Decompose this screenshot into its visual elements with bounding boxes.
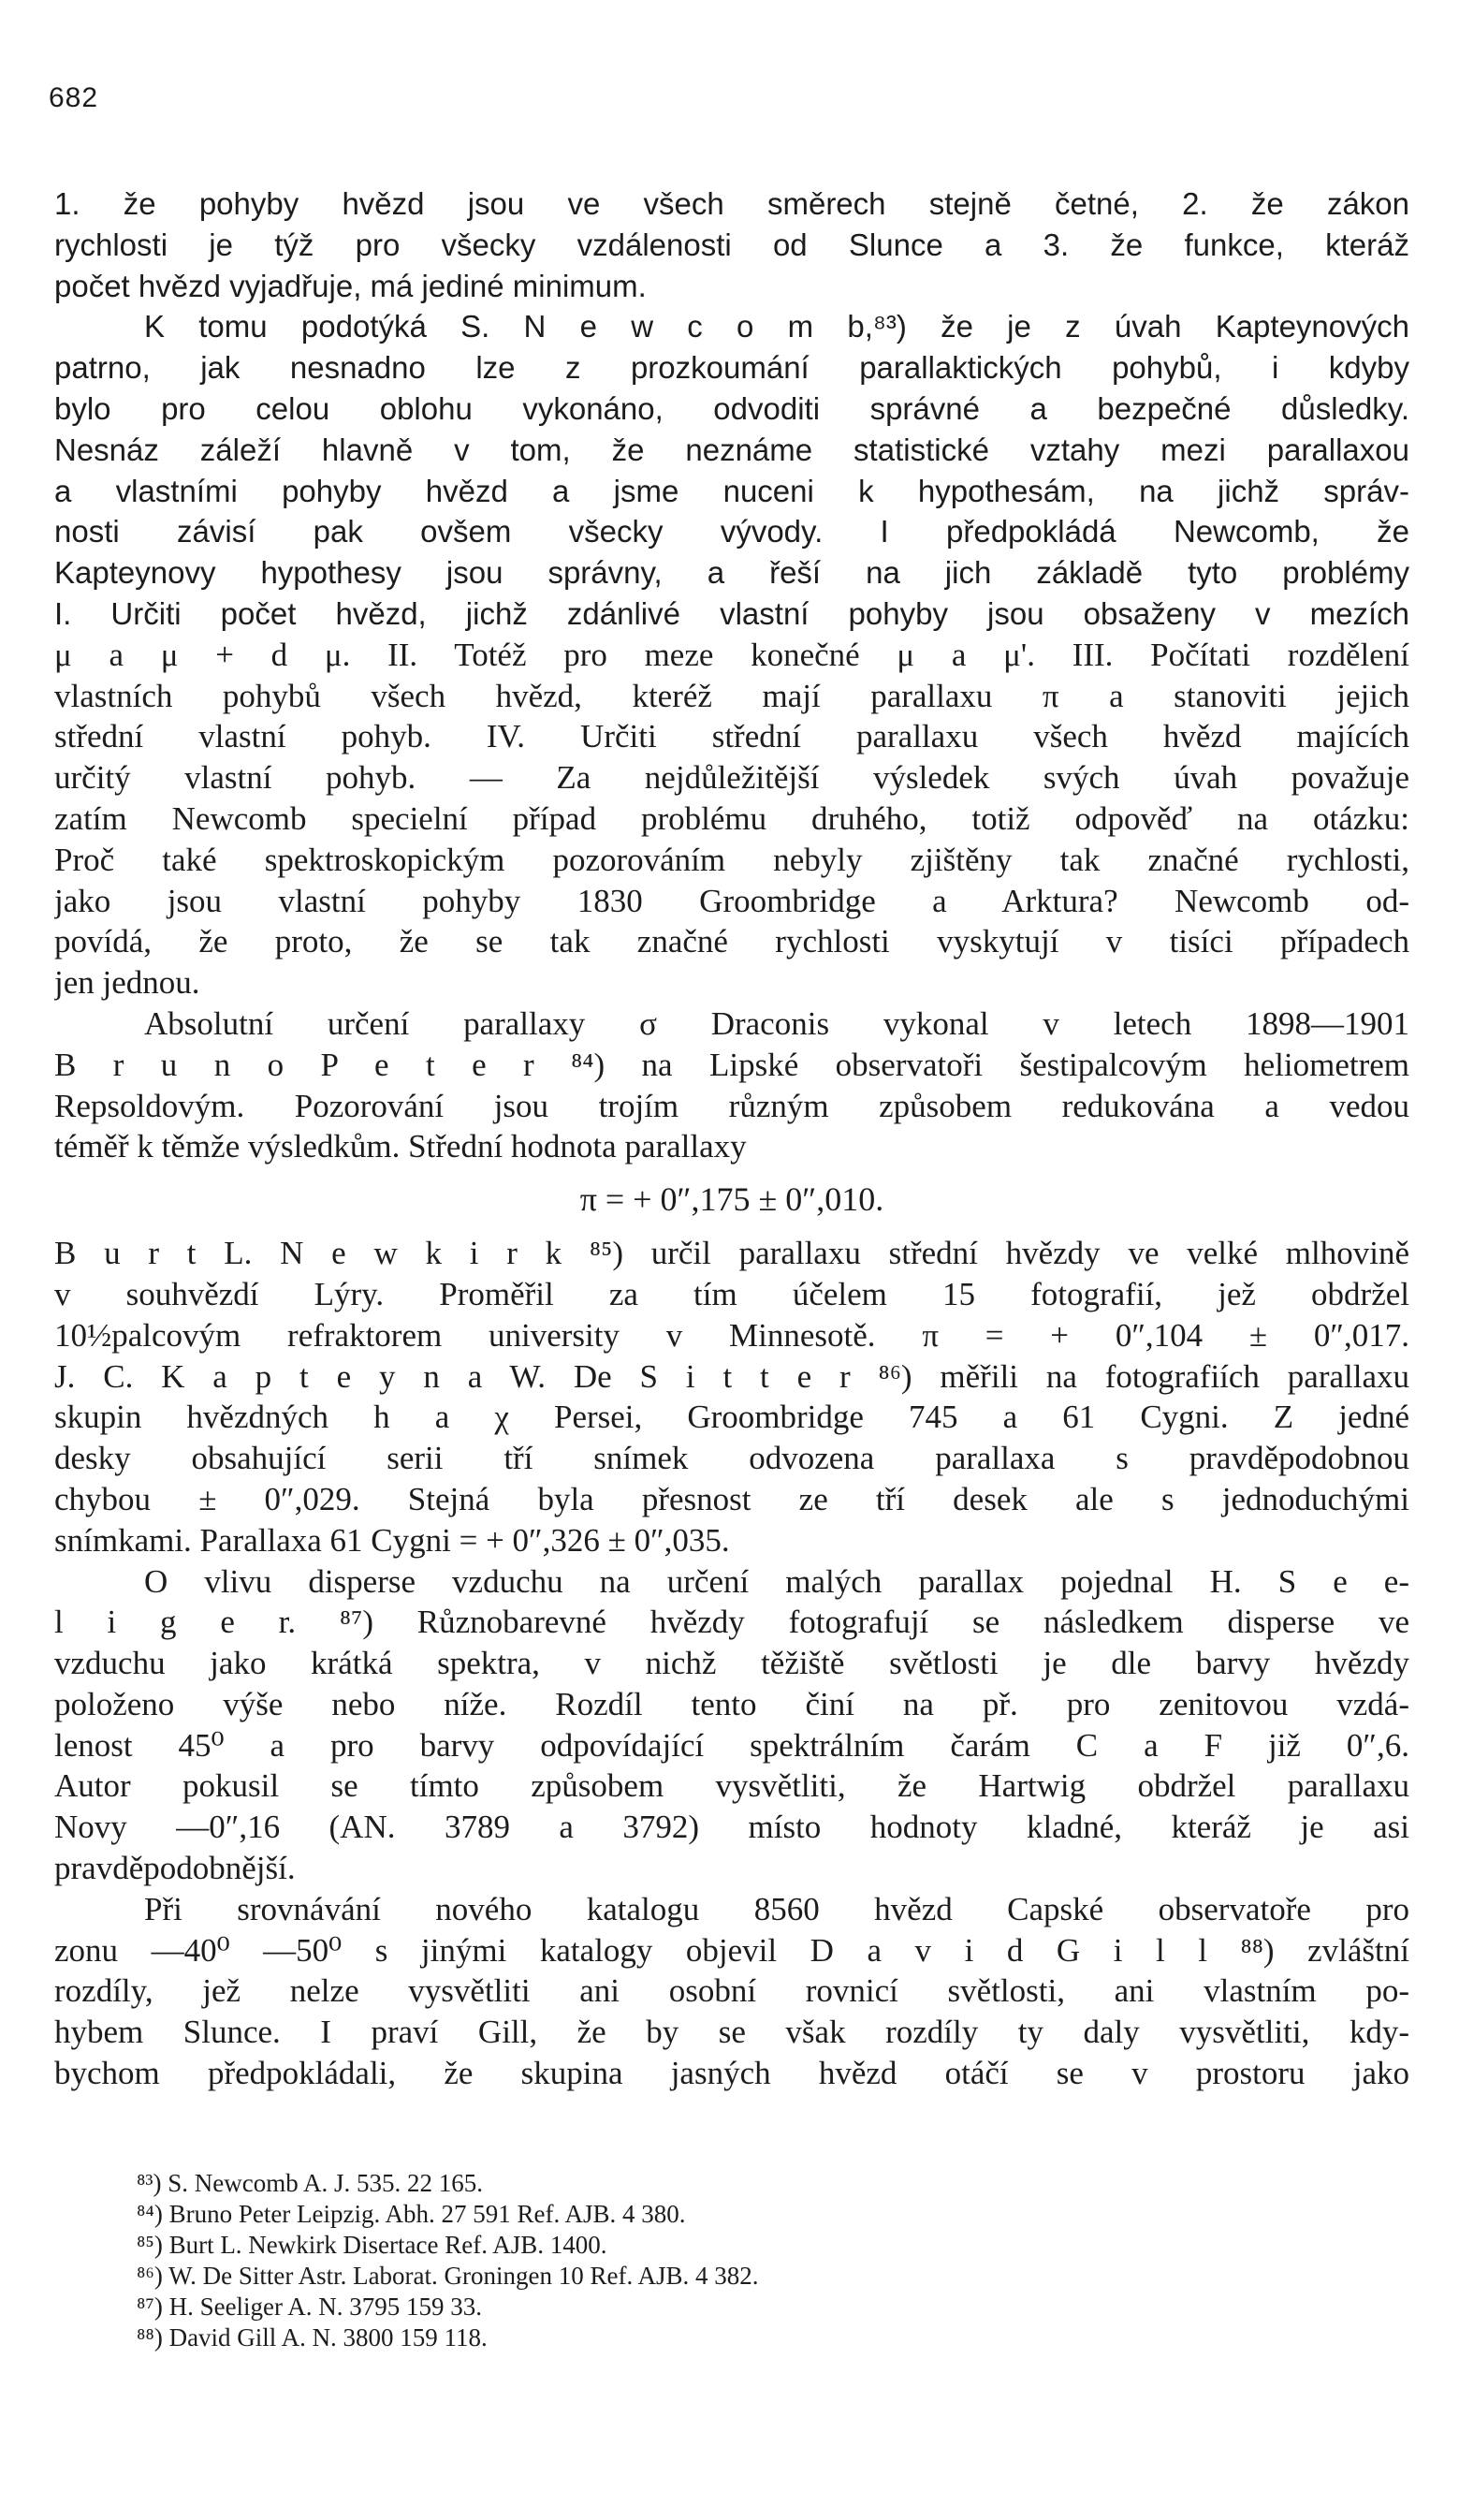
footnote: ⁸⁴) Bruno Peter Leipzig. Abh. 27 591 Ref. AJB. 4 380. [137, 2200, 686, 2228]
text-line: Novy —0″,16 (AN. 3789 a 3792) místo hodnoty kladné, kteráž je asi [54, 1809, 1409, 1846]
text-line: jako jsou vlastní pohyby 1830 Groombridge a Arktura? Newcomb od- [54, 882, 1409, 919]
text-line: lenost 45⁰ a pro barvy odpovídající spektrálním čarám C a F již 0″,6. [54, 1726, 1409, 1764]
text-line: vlastních pohybů všech hvězd, kteréž mají parallaxu π a stanoviti jejich [54, 677, 1409, 714]
text-line: chybou ± 0″,029. Stejná byla přesnost ze tří desek ale s jednoduchými [54, 1480, 1409, 1517]
text-line: Nesnáz záleží hlavně v tom, že neznáme statistické vztahy mezi parallaxou [54, 432, 1409, 467]
text-line: vzduchu jako krátká spektra, v nichž těžiště světlosti je dle barvy hvězdy [54, 1645, 1409, 1682]
text-line: určitý vlastní pohyb. — Za nejdůležitější výsledek svých úvah považuje [54, 759, 1409, 797]
text-line: nosti závisí pak ovšem všecky vývody. I předpokládá Newcomb, že [54, 514, 1409, 549]
text-line: povídá, že proto, že se tak značné rychlosti vyskytují v tisíci případech [54, 923, 1409, 960]
footnote: ⁸⁵) Burt L. Newkirk Disertace Ref. AJB. 1400. [137, 2231, 607, 2259]
footnote: ⁸⁸) David Gill A. N. 3800 159 118. [137, 2323, 488, 2352]
text-line: téměř k těmže výsledkům. Střední hodnota parallaxy [54, 1128, 747, 1165]
text-line: střední vlastní pohyb. IV. Určiti střední parallaxu všech hvězd majících [54, 718, 1409, 755]
text-line: Repsoldovým. Pozorování jsou trojím různým způsobem redukována a vedou [54, 1087, 1409, 1124]
text-line: zatím Newcomb specielní případ problému druhého, totiž odpověď na otázku: [54, 799, 1409, 837]
page-number: 682 [49, 82, 99, 113]
text-line: hybem Slunce. I praví Gill, že by se však rozdíly ty daly vysvětliti, kdy- [54, 2014, 1409, 2051]
text-line: O vlivu disperse vzduchu na určení malých parallax pojednal H. S e e- [144, 1562, 1409, 1600]
parallax-equation: π = + 0″,175 ± 0″,010. [579, 1180, 884, 1219]
text-line: bylo pro celou oblohu vykonáno, odvoditi správné a bezpečné důsledky. [54, 390, 1409, 426]
text-line: v souhvězdí Lýry. Proměřil za tím účelem 15 fotografií, jež obdržel [54, 1275, 1409, 1312]
text-line: J. C. K a p t e y n a W. De S i t t e r ⁸⁶) měřili na fotografiích parallaxu [54, 1357, 1409, 1395]
footnote: ⁸³) S. Newcomb A. J. 535. 22 165. [137, 2169, 483, 2197]
footnotes [137, 2168, 1353, 2353]
text-line: μ a μ + d μ. II. Totéž pro meze konečné μ a μ'. III. Počítati rozdělení [54, 636, 1409, 673]
footnote: ⁸⁷) H. Seeliger A. N. 3795 159 33. [137, 2293, 483, 2321]
body-text [54, 183, 1409, 2094]
text-line: B r u n o P e t e r ⁸⁴) na Lipské observatoři šestipalcovým heliometrem [54, 1046, 1409, 1083]
text-line: K tomu podotýká S. N e w c o m b,⁸³) že je z úvah Kapteynových [144, 309, 1409, 344]
footnote: ⁸⁶) W. De Sitter Astr. Laborat. Groningen 10 Ref. AJB. 4 382. [137, 2262, 759, 2290]
text-line: Při srovnávání nového katalogu 8560 hvězd Capské observatoře pro [144, 1890, 1409, 1927]
text-line: Proč také spektroskopickým pozorováním nebyly zjištěny tak značné rychlosti, [54, 841, 1409, 878]
text-line: a vlastními pohyby hvězd a jsme nuceni k hypothesám, na jichž správ- [54, 473, 1409, 508]
text-line: snímkami. Parallaxa 61 Cygni = + 0″,326 ± 0″,035. [54, 1521, 730, 1559]
text-line: jen jednou. [54, 964, 200, 1002]
text-line: rychlosti je týž pro všecky vzdálenosti od Slunce a 3. že funkce, kteráž [54, 227, 1409, 262]
text-line: zonu —40⁰ —50⁰ s jinými katalogy objevil D a v i d G i l l ⁸⁸) zvláštní [54, 1931, 1409, 1969]
text-line: skupin hvězdných h a χ Persei, Groombridge 745 a 61 Cygni. Z jedné [54, 1399, 1409, 1436]
text-line: I. Určiti počet hvězd, jichž zdánlivé vlastní pohyby jsou obsaženy v mezích [54, 595, 1409, 631]
text-line: 1. že pohyby hvězd jsou ve všech směrech stejně četné, 2. že zákon [54, 186, 1409, 221]
text-line: B u r t L. N e w k i r k ⁸⁵) určil parallaxu střední hvězdy ve velké mlhovině [54, 1235, 1409, 1272]
text-line: bychom předpokládali, že skupina jasných hvězd otáčí se v prostoru jako [54, 2055, 1409, 2092]
text-line: 10½palcovým refraktorem university v Minnesotě. π = + 0″,104 ± 0″,017. [54, 1316, 1409, 1354]
text-line: l i g e r. ⁸⁷) Různobarevné hvězdy fotografují se následkem disperse ve [54, 1604, 1409, 1641]
text-line: desky obsahující serii tří snímek odvozena parallaxa s pravděpodobnou [54, 1440, 1409, 1477]
text-line: Autor pokusil se tímto způsobem vysvětliti, že Hartwig obdržel parallaxu [54, 1767, 1409, 1805]
text-line: položeno výše nebo níže. Rozdíl tento činí na př. pro zenitovou vzdá- [54, 1685, 1409, 1722]
text-line: Kapteynovy hypothesy jsou správny, a řeší na jich základě tyto problémy [54, 555, 1409, 591]
text-line: Absolutní určení parallaxy σ Draconis vykonal v letech 1898—1901 [144, 1004, 1409, 1042]
text-line: pravděpodobnější. [54, 1850, 296, 1887]
text-line: počet hvězd vyjadřuje, má jediné minimum. [54, 268, 647, 303]
text-line: patrno, jak nesnadno lze z prozkoumání parallaktických pohybů, i kdyby [54, 350, 1409, 386]
text-line: rozdíly, jež nelze vysvětliti ani osobní rovnicí světlosti, ani vlastním po- [54, 1972, 1409, 2010]
